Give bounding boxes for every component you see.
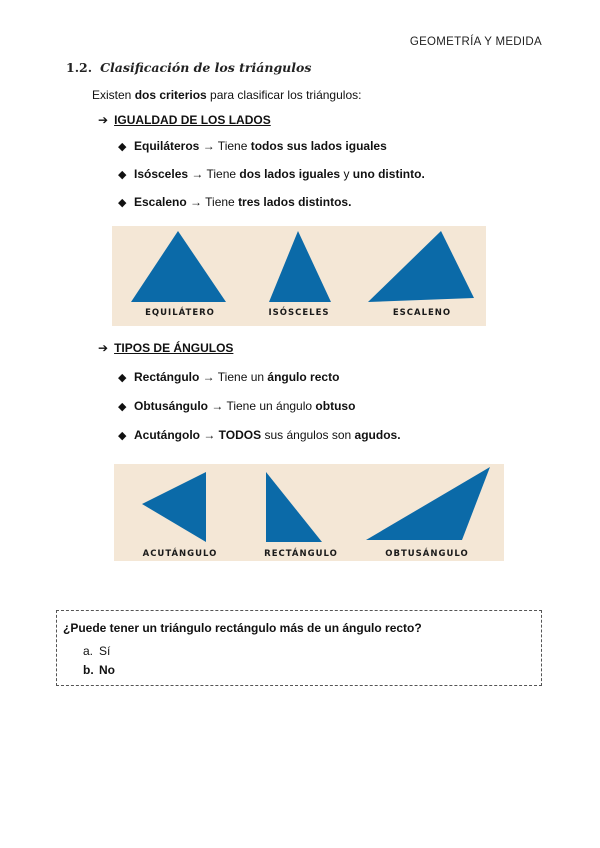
criterion-title: IGUALDAD DE LOS LADOS (114, 113, 271, 127)
figure-triangles-by-sides (112, 226, 486, 326)
item-text: → (200, 428, 219, 442)
item-text: → Tiene (186, 195, 239, 209)
diamond-bullet-icon: ◆ (118, 401, 127, 413)
item-text: sus ángulos son (261, 428, 355, 442)
intro-bold: dos criterios (134, 88, 207, 102)
item-text: → Tiene un (199, 370, 268, 384)
item-name: Isósceles (134, 167, 189, 181)
item-bold: dos lados iguales (239, 167, 341, 181)
figure-triangles-by-angles (114, 464, 504, 561)
isosceles-triangle (269, 231, 331, 302)
diamond-bullet-icon: ◆ (118, 372, 127, 384)
quiz-question: ¿Puede tener un triángulo rectángulo más de un ángulo recto? (63, 621, 422, 635)
figure-label: OBTUSÁNGULO (385, 549, 469, 559)
item-bold: TODOS (218, 428, 262, 442)
section-title-text: Clasificación de los triángulos (100, 60, 312, 75)
item-bold: tres lados distintos. (238, 195, 352, 209)
criterion-heading-sides (98, 113, 271, 127)
item-text: → Tiene un ángulo (208, 399, 316, 413)
arrow-right-icon: ➔ (98, 113, 109, 127)
item-text: y (340, 167, 353, 181)
page-header: GEOMETRÍA Y MEDIDA (409, 36, 542, 48)
criterion-title: TIPOS DE ÁNGULOS (114, 341, 234, 355)
quiz-option-b[interactable] (83, 663, 115, 677)
diamond-bullet-icon: ◆ (118, 141, 127, 153)
figure-label: ESCALENO (392, 308, 452, 318)
figure-label: RECTÁNGULO (264, 549, 338, 559)
item-text: → Tiene (199, 139, 251, 153)
obtuse-triangle (366, 467, 490, 540)
option-letter: b. (83, 663, 94, 677)
quiz-box (56, 610, 542, 686)
item-text: → Tiene (188, 167, 240, 181)
list-item (118, 399, 355, 413)
item-bold: obtuso (315, 399, 356, 413)
equilateral-triangle (131, 231, 226, 302)
item-bold: ángulo recto (267, 370, 340, 384)
option-letter: a. (83, 644, 94, 658)
diamond-bullet-icon: ◆ (118, 430, 127, 442)
figure-label: EQUILÁTERO (145, 308, 215, 318)
option-text: No (99, 663, 115, 677)
item-name: Rectángulo (134, 370, 200, 384)
diamond-bullet-icon: ◆ (118, 169, 127, 181)
list-item (118, 139, 387, 153)
figure-label: ACUTÁNGULO (142, 549, 218, 559)
item-name: Obtusángulo (134, 399, 208, 413)
item-bold: todos sus lados iguales (250, 139, 387, 153)
item-bold: uno distinto (352, 167, 422, 181)
right-triangle (266, 472, 322, 542)
figure-label: ISÓSCELES (268, 308, 330, 318)
intro-text: Existen (92, 88, 135, 102)
list-item (118, 167, 425, 181)
item-name: Escaleno (134, 195, 187, 209)
option-text: Sí (99, 644, 111, 658)
section-number: 1.2. (66, 60, 93, 75)
item-end: . (421, 167, 425, 181)
item-name: Equiláteros (134, 139, 200, 153)
section-title (66, 60, 311, 75)
list-item (118, 428, 401, 442)
triangles-angles-svg (114, 464, 504, 561)
quiz-option-a[interactable] (83, 644, 110, 658)
triangles-sides-svg (112, 226, 486, 326)
criterion-heading-angles (98, 341, 233, 355)
intro-text-end: para clasificar los triángulos: (206, 88, 362, 102)
item-bold: agudos. (354, 428, 401, 442)
diamond-bullet-icon: ◆ (118, 197, 127, 209)
arrow-right-icon: ➔ (98, 341, 109, 355)
intro-paragraph (92, 88, 361, 102)
item-name: Acutángolo (134, 428, 200, 442)
list-item (118, 370, 339, 384)
list-item (118, 195, 351, 209)
acute-triangle (142, 472, 206, 542)
scalene-triangle (368, 231, 474, 302)
